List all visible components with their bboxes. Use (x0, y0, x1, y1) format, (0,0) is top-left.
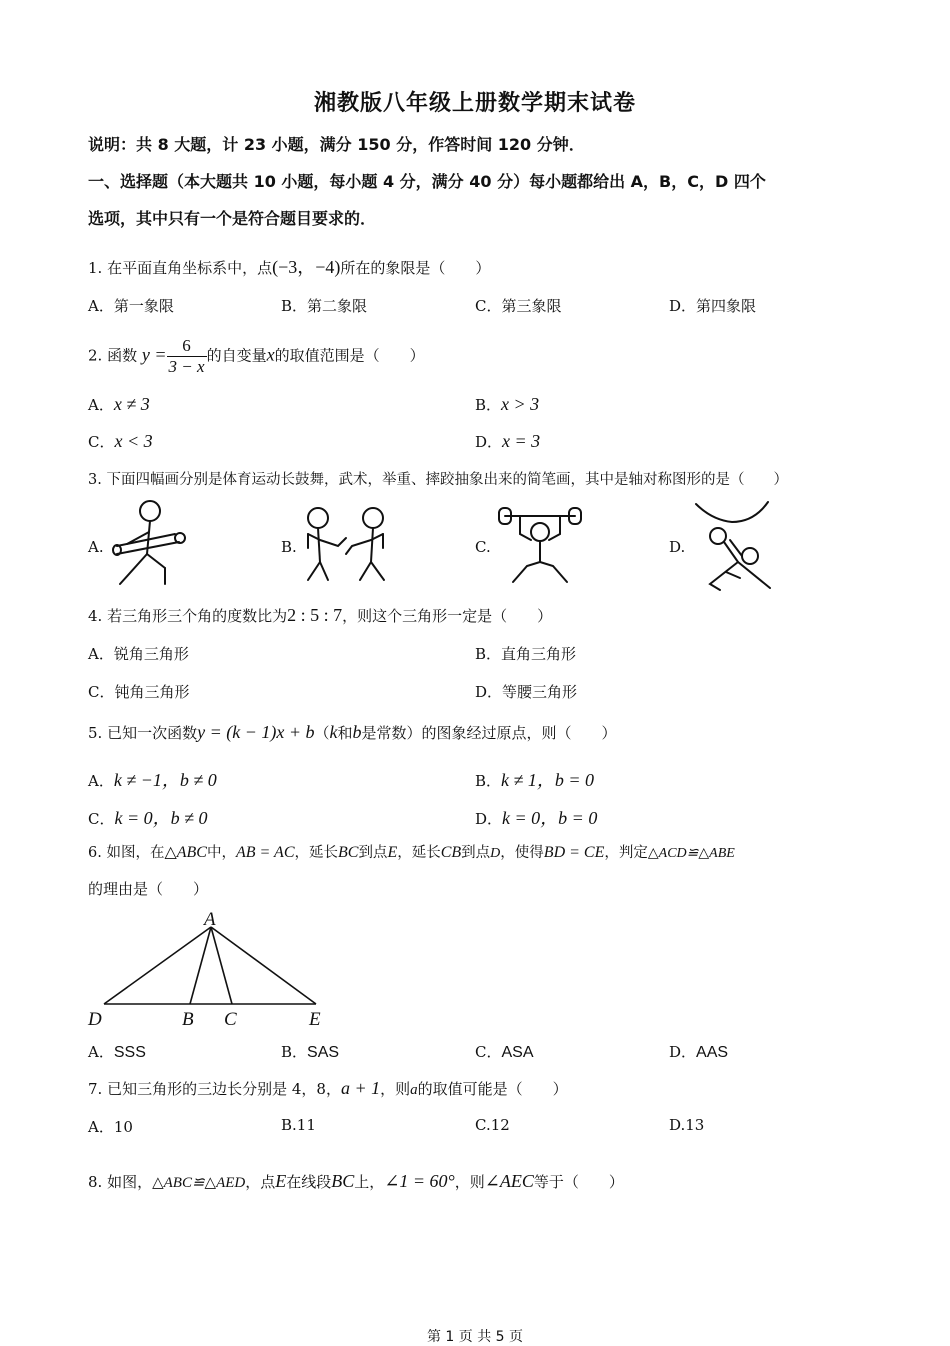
question-number: 6. (88, 845, 102, 861)
option-c[interactable] (475, 295, 562, 316)
option-a[interactable] (88, 1116, 133, 1137)
option-text: 第二象限 (307, 297, 368, 315)
option-d[interactable] (475, 804, 597, 830)
option-text: 第三象限 (501, 297, 562, 315)
question-text: 若三角形三个角的度数比为 (107, 607, 288, 625)
option-text: 第四象限 (696, 297, 757, 315)
option-d[interactable] (669, 538, 685, 556)
point-d: D (490, 846, 501, 861)
option-text: 钝角三角形 (114, 683, 190, 701)
option-label: C. (475, 1116, 491, 1134)
question-text: ，延长 (294, 845, 338, 861)
option-b[interactable] (475, 394, 539, 415)
option-text: SSS (113, 1044, 146, 1061)
option-b[interactable] (281, 1116, 316, 1134)
question-text: 所在的象限是（ ） (340, 259, 491, 277)
option-b[interactable] (281, 1041, 339, 1062)
linear-function: y = (k − 1)x + b (197, 722, 315, 742)
option-label: A． (88, 1118, 114, 1136)
question-text: 等于（ ） (533, 1173, 624, 1191)
question-3 (88, 468, 788, 489)
option-text: k = 0，b ≠ 0 (114, 808, 208, 828)
option-c[interactable] (475, 538, 491, 556)
option-text: x > 3 (501, 394, 540, 414)
option-text: 11 (296, 1116, 316, 1134)
question-text: ，判定 (604, 845, 648, 861)
congruence-statement: △ACD≌△ABE (647, 846, 735, 861)
option-a[interactable] (88, 538, 104, 556)
option-label: C. (475, 538, 491, 556)
question-5 (88, 722, 617, 743)
question-text: （ (314, 724, 330, 742)
option-label: C． (475, 1043, 502, 1061)
option-d[interactable] (475, 431, 540, 452)
option-a[interactable] (88, 643, 189, 664)
question-number: 8. (88, 1173, 103, 1191)
option-text: 13 (685, 1116, 705, 1134)
option-label: C． (88, 810, 115, 828)
question-text: 在平面直角坐标系中，点 (107, 259, 273, 277)
martial-arts-figures[interactable] (298, 504, 393, 586)
label-c: C (224, 1009, 237, 1030)
option-label: B． (475, 645, 502, 663)
point-coordinates: (−3，−4) (272, 257, 341, 277)
question-text: 在线段 (286, 1173, 332, 1191)
triangle-abc: △ABC (164, 844, 207, 861)
option-text: k = 0，b = 0 (502, 808, 598, 828)
option-label: A． (88, 1043, 114, 1061)
question-text: 是常数）的图象经过原点，则（ ） (361, 724, 617, 742)
option-label: D． (475, 683, 503, 701)
point-e: E (275, 1171, 287, 1191)
option-d[interactable] (669, 295, 756, 316)
equation-ab-ac: AB = AC (235, 844, 295, 861)
option-label: A． (88, 772, 114, 790)
question-number: 3. (88, 472, 102, 488)
question-text: 如图，在 (106, 845, 165, 861)
segment-cb: CB (440, 844, 462, 861)
fraction (167, 336, 207, 377)
question-text: 函数 (107, 346, 138, 365)
option-text: x < 3 (114, 431, 153, 451)
equation-bd-ce: BD = CE (543, 844, 605, 861)
option-b[interactable] (281, 538, 297, 556)
segment-ab (190, 927, 211, 1004)
segment-ad (104, 927, 211, 1004)
point-e: E (387, 844, 398, 861)
option-text: 12 (490, 1116, 510, 1134)
option-a[interactable] (88, 295, 174, 316)
angle-1-value: ∠1 = 60° (384, 1171, 455, 1191)
option-label: C． (88, 683, 115, 701)
section-heading-line1: 一、选择题（本大题共 10 小题，每小题 4 分，满分 40 分）每小题都给出 A，B，C，D 四个 (88, 172, 766, 191)
expression-a-plus-1: a + 1 (340, 1078, 381, 1098)
question-6-line2: 的理由是（ ） (88, 880, 209, 898)
question-number: 7. (88, 1080, 103, 1098)
option-a[interactable] (88, 766, 217, 792)
option-label: D. (669, 538, 686, 556)
option-label: C． (475, 297, 502, 315)
question-text: ，则 (380, 1080, 411, 1098)
option-label: D． (475, 433, 503, 451)
option-a[interactable] (88, 1041, 146, 1062)
label-e: E (309, 1009, 321, 1030)
option-text: 直角三角形 (501, 645, 577, 663)
variable-a: a (410, 1082, 418, 1098)
question-text: 到点 (358, 845, 388, 861)
option-a[interactable] (88, 394, 150, 415)
option-c[interactable] (88, 804, 208, 830)
label-b: B (182, 1009, 194, 1030)
question-text: 到点 (461, 845, 491, 861)
option-label: C． (88, 433, 115, 451)
option-text: 锐角三角形 (113, 645, 189, 663)
option-label: B． (475, 772, 502, 790)
option-b[interactable] (475, 643, 576, 664)
label-d: D (88, 1009, 102, 1030)
question-text: 中， (206, 845, 236, 861)
option-text: k ≠ 1，b = 0 (501, 770, 595, 790)
option-d[interactable] (475, 681, 577, 702)
page-footer: 第 1 页 共 5 页 (426, 1329, 524, 1345)
question-text: 上， (354, 1173, 385, 1191)
option-text: ASA (501, 1044, 534, 1061)
option-text: 第一象限 (113, 297, 174, 315)
option-text: 10 (113, 1118, 133, 1136)
option-label: B． (281, 1043, 308, 1061)
option-label: B. (281, 1116, 297, 1134)
option-c[interactable] (88, 431, 153, 452)
question-number: 1. (88, 259, 103, 277)
question-4 (88, 605, 552, 626)
option-label: A． (88, 645, 114, 663)
question-text: ，则这个三角形一定是（ ） (342, 607, 553, 625)
option-text: x = 3 (502, 431, 541, 451)
option-d[interactable] (669, 1041, 728, 1062)
option-label: D． (475, 810, 503, 828)
question-text: ，延长 (397, 845, 441, 861)
option-d[interactable] (669, 1116, 704, 1134)
drummer-figure[interactable] (105, 498, 195, 590)
question-text: 如图， (107, 1173, 153, 1191)
option-label: D． (669, 297, 697, 315)
segment-bc: BC (331, 1171, 355, 1191)
question-text: 已知三角形的三边长分别是 4，8， (107, 1080, 341, 1098)
angle-ratio: 2 : 5 : 7 (287, 605, 343, 625)
variable-b: b (352, 722, 362, 742)
fraction-denominator: 3 − x (168, 357, 205, 376)
option-b[interactable] (281, 295, 367, 316)
weightlifter-figure[interactable] (495, 504, 585, 586)
question-text: ，点 (245, 1173, 276, 1191)
option-c[interactable] (475, 1041, 534, 1062)
segment-bc: BC (337, 844, 359, 861)
question-2 (88, 336, 425, 377)
question-text: 和 (337, 724, 353, 742)
question-text: ，使得 (500, 845, 544, 861)
page-title: 湘教版八年级上册数学期末试卷 (313, 91, 636, 116)
question-6 (88, 841, 735, 862)
option-label: B． (475, 396, 502, 414)
question-text: 的自变量 (206, 346, 267, 365)
section-heading-line2: 选项，其中只有一个是符合题目要求的． (88, 209, 377, 228)
angle-aec: ∠AEC (484, 1171, 534, 1191)
option-label: A． (88, 396, 114, 414)
option-text: AAS (696, 1044, 729, 1061)
question-text: 下面四幅画分别是体育运动长鼓舞，武术，举重、摔跤抽象出来的简笔画，其中是轴对称图形的是（ ） (106, 472, 788, 488)
triangle-diagram (84, 908, 334, 1032)
option-text: x ≠ 3 (113, 394, 150, 414)
label-a: A (204, 909, 216, 930)
option-label: D． (669, 1043, 697, 1061)
instructions: 说明：共 8 大题，计 23 小题，满分 150 分，作答时间 120 分钟． (88, 135, 585, 154)
option-text: SAS (307, 1044, 340, 1061)
option-label: D. (669, 1116, 686, 1134)
segment-ac (211, 927, 232, 1004)
option-text: k ≠ −1，b ≠ 0 (113, 770, 217, 790)
option-label: B. (281, 538, 297, 556)
question-text: 的取值可能是（ ） (417, 1080, 568, 1098)
question-text: 已知一次函数 (107, 724, 198, 742)
wrestling-figures[interactable] (690, 498, 780, 593)
option-label: B． (281, 297, 308, 315)
variable-k: k (329, 722, 338, 742)
option-label: A. (88, 538, 104, 556)
question-text: ，则 (454, 1173, 485, 1191)
option-text: 等腰三角形 (502, 683, 578, 701)
question-text: 的取值范围是（ ） (274, 346, 425, 365)
fraction-numerator: 6 (182, 336, 191, 355)
question-1 (88, 253, 490, 279)
question-7 (88, 1078, 568, 1099)
option-label: A． (88, 297, 114, 315)
segment-ae (211, 927, 316, 1004)
question-8 (88, 1171, 624, 1192)
congruence-statement: △ABC≌△AED (152, 1175, 246, 1191)
option-c[interactable] (475, 1116, 510, 1134)
question-number: 2. (88, 346, 103, 365)
function-lhs: y = (141, 344, 167, 365)
question-number: 5. (88, 724, 103, 742)
variable-x: x (266, 344, 275, 365)
question-number: 4. (88, 607, 103, 625)
option-c[interactable] (88, 681, 190, 702)
option-b[interactable] (475, 766, 594, 792)
